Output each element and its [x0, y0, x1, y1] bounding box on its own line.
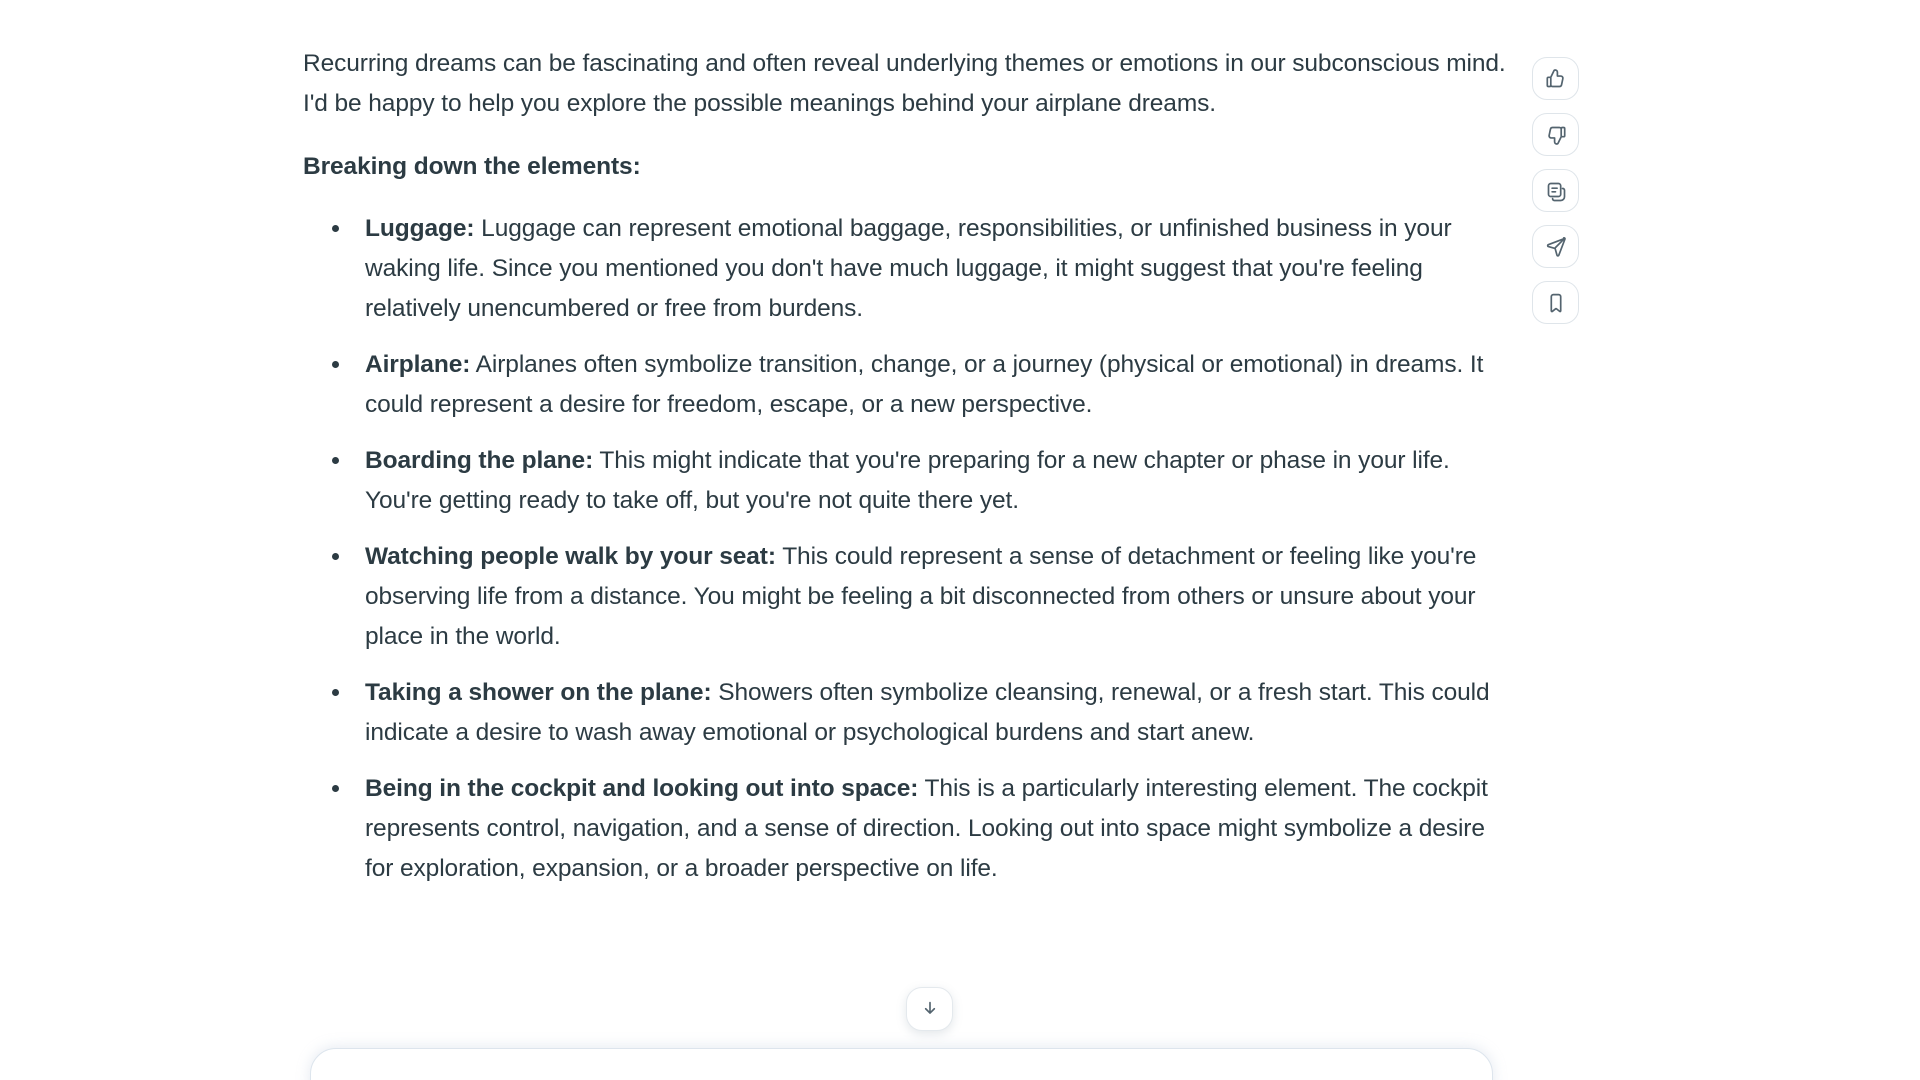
- message-input[interactable]: [310, 1048, 1493, 1080]
- thumbs-down-button[interactable]: [1532, 113, 1579, 156]
- bullet-text: This is a particularly interesting element. The cockpit represents control, navigation, and a sense of direction. Looking out into space might symbolize a desire for exploration, expansion, or a broader perspective on life.: [365, 775, 1488, 882]
- copy-button[interactable]: [1532, 169, 1579, 212]
- bullet-label: Airplane:: [365, 351, 471, 378]
- bullet-text: Luggage can represent emotional baggage, responsibilities, or unfinished business in your waking life. Since you mentioned you don't have much luggage, it might suggest that you're feeling relatively unencumbered or free from burdens.: [365, 215, 1452, 322]
- bookmark-icon: [1544, 291, 1568, 315]
- bullet-text: This might indicate that you're preparing for a new chapter or phase in your life. You're getting ready to take off, but you're not quite there yet.: [365, 447, 1450, 514]
- list-item: [303, 769, 1518, 889]
- bullet-label: Watching people walk by your seat:: [365, 543, 776, 570]
- share-icon: [1544, 235, 1568, 259]
- message-actions-toolbar: [1532, 57, 1579, 324]
- list-item: [303, 209, 1518, 329]
- copy-icon: [1544, 179, 1568, 203]
- elements-list: [303, 209, 1518, 889]
- bullet-label: Taking a shower on the plane:: [365, 679, 712, 706]
- message-intro: Recurring dreams can be fascinating and often reveal underlying themes or emotions in our subconscious mind. I'd be happy to help you explore the possible meanings behind your airplane dreams.: [303, 50, 1506, 117]
- scroll-to-bottom-button[interactable]: [906, 987, 953, 1031]
- bullet-label: Boarding the plane:: [365, 447, 594, 474]
- list-item: [303, 537, 1518, 657]
- thumbs-up-icon: [1544, 67, 1568, 91]
- bookmark-button[interactable]: [1532, 281, 1579, 324]
- list-item: [303, 673, 1518, 753]
- arrow-down-icon: [920, 998, 940, 1021]
- bullet-text: Airplanes often symbolize transition, change, or a journey (physical or emotional) in dreams. It could represent a desire for freedom, escape, or a new perspective.: [365, 351, 1484, 418]
- assistant-message: [303, 44, 1518, 905]
- list-item: [303, 441, 1518, 521]
- bullet-label: Luggage:: [365, 215, 475, 242]
- share-button[interactable]: [1532, 225, 1579, 268]
- list-item: [303, 345, 1518, 425]
- message-heading: Breaking down the elements:: [303, 153, 641, 180]
- bullet-text: Showers often symbolize cleansing, renewal, or a fresh start. This could indicate a desire to wash away emotional or psychological burdens and start anew.: [365, 679, 1490, 746]
- thumbs-down-icon: [1544, 123, 1568, 147]
- thumbs-up-button[interactable]: [1532, 57, 1579, 100]
- bullet-label: Being in the cockpit and looking out into space:: [365, 775, 919, 802]
- bullet-text: This could represent a sense of detachment or feeling like you're observing life from a distance. You might be feeling a bit disconnected from others or unsure about your place in the world.: [365, 543, 1477, 650]
